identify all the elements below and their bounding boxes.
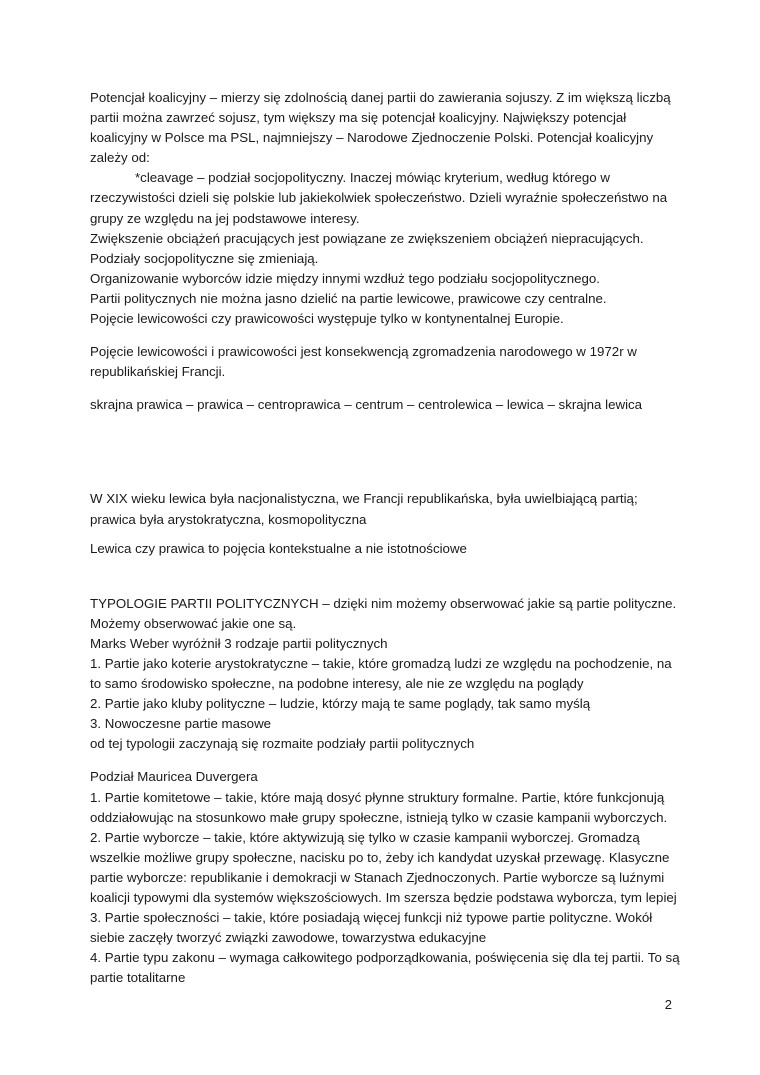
paragraph-divisions-change: Podziały socjopolityczne się zmieniają.	[90, 250, 319, 266]
paragraph-left-right-origin: Pojęcie lewicowości i prawicowości jest konsekwencją zgromadzenia narodowego w 1972r w republikańskiej Francji.	[90, 344, 637, 380]
document-body	[90, 88, 680, 988]
paragraph-cleavage: *cleavage – podział socjopolityczny. Inaczej mówiąc kryterium, według którego w rzeczywistości dzieli się polskie lub jakiekolwiek społeczeństwo. Dzieli wyraźnie społeczeństwo na grupy ze względu na jej podstawowe interesy.	[90, 170, 668, 226]
paragraph-19th-century: W XIX wieku lewica była nacjonalistyczna, we Francji republikańska, była uwielbiającą partią; prawica była arystokratyczna, kosmopolityczna	[90, 491, 638, 527]
list-item-weber-2: 2. Partie jako kluby polityczne – ludzie, którzy mają te same poglądy, tak samo myślą	[90, 696, 591, 712]
paragraph-left-right-europe: Pojęcie lewicowości czy prawicowości występuje tylko w kontynentalnej Europie.	[90, 311, 564, 327]
list-item-duverger-2: 2. Partie wyborcze – takie, które aktywizują się tylko w czasie kampanii wyborczej. Gromadzą wszelkie możliwe grupy społeczne, nacisku po to, żeby ich kandydat uzyskał przewagę. Klasyczne partie wyborcze: republikanie i demokracji w Stanach Zjednoczonych. Partie wyborcze są luźnymi koalicji typowymi dla systemów większościowych. Im szersza będzie podstawa wyborcza, tym lepiej	[90, 829, 677, 905]
paragraph-organizing-voters: Organizowanie wyborców idzie między innymi wzdłuż tego podziału socjopolitycznego.	[90, 270, 600, 286]
list-item-weber-1: 1. Partie jako koterie arystokratyczne – takie, które gromadzą ludzi ze względu na pochodzenie, na to samo środowisko społeczne, na podobne interesy, ale nie ze względu na poglądy	[90, 655, 672, 692]
paragraph-burdens: Zwiększenie obciążeń pracujących jest powiązane ze zwiększeniem obciążeń niepracujących.	[90, 230, 644, 246]
list-item-duverger-4: 4. Partie typu zakonu – wymaga całkowitego podporządkowania, poświęcenia się dla tej partii. To są partie totalitarne	[90, 950, 680, 986]
list-item-duverger-1: 1. Partie komitetowe – takie, które mają dosyć płynne struktury formalne. Partie, które funkcjonują oddziałowując na stosunkowo małe grupy społeczne, istnieją tylko w czasie kampanii wyborczych.	[90, 789, 668, 825]
paragraph-duverger-heading: Podział Mauricea Duvergera	[90, 769, 258, 785]
paragraph-coalition-potential: Potencjał koalicyjny – mierzy się zdolnością danej partii do zawierania sojuszy. Z im większą liczbą partii można zawrzeć sojusz, tym większy ma się potencjał koalicyjny. Największy potencjał koalicyjny w Polsce ma PSL, najmniejszy – Narodowe Zjednoczenie Polski. Potencjał koalicyjny zależy od:	[90, 90, 671, 166]
list-item-weber-3: 3. Nowoczesne partie masowe	[90, 716, 272, 732]
paragraph-typologies-heading: TYPOLOGIE PARTII POLITYCZNYCH – dzięki nim możemy obserwować jakie są partie polityczne. Możemy obserwować jakie one są.	[90, 595, 677, 631]
list-item-duverger-3: 3. Partie społeczności – takie, które posiadają więcej funkcji niż typowe partie polityczne. Wokół siebie zaczęły tworzyć związki zawodowe, towarzystwa edukacyjne	[90, 910, 653, 946]
paragraph-typology-divisions: od tej typologii zaczynają się rozmaite podziały partii politycznych	[90, 736, 475, 752]
paragraph-weber: Marks Weber wyróżnił 3 rodzaje partii politycznych	[90, 635, 388, 651]
page-number: 2	[664, 997, 672, 1012]
paragraph-party-classification: Partii politycznych nie można jasno dzielić na partie lewicowe, prawicowe czy centralne.	[90, 290, 607, 306]
paragraph-political-spectrum: skrajna prawica – prawica – centroprawica – centrum – centrolewica – lewica – skrajna lewica	[90, 397, 643, 413]
paragraph-contextual-concepts: Lewica czy prawica to pojęcia kontekstualne a nie istotnościowe	[90, 540, 467, 556]
